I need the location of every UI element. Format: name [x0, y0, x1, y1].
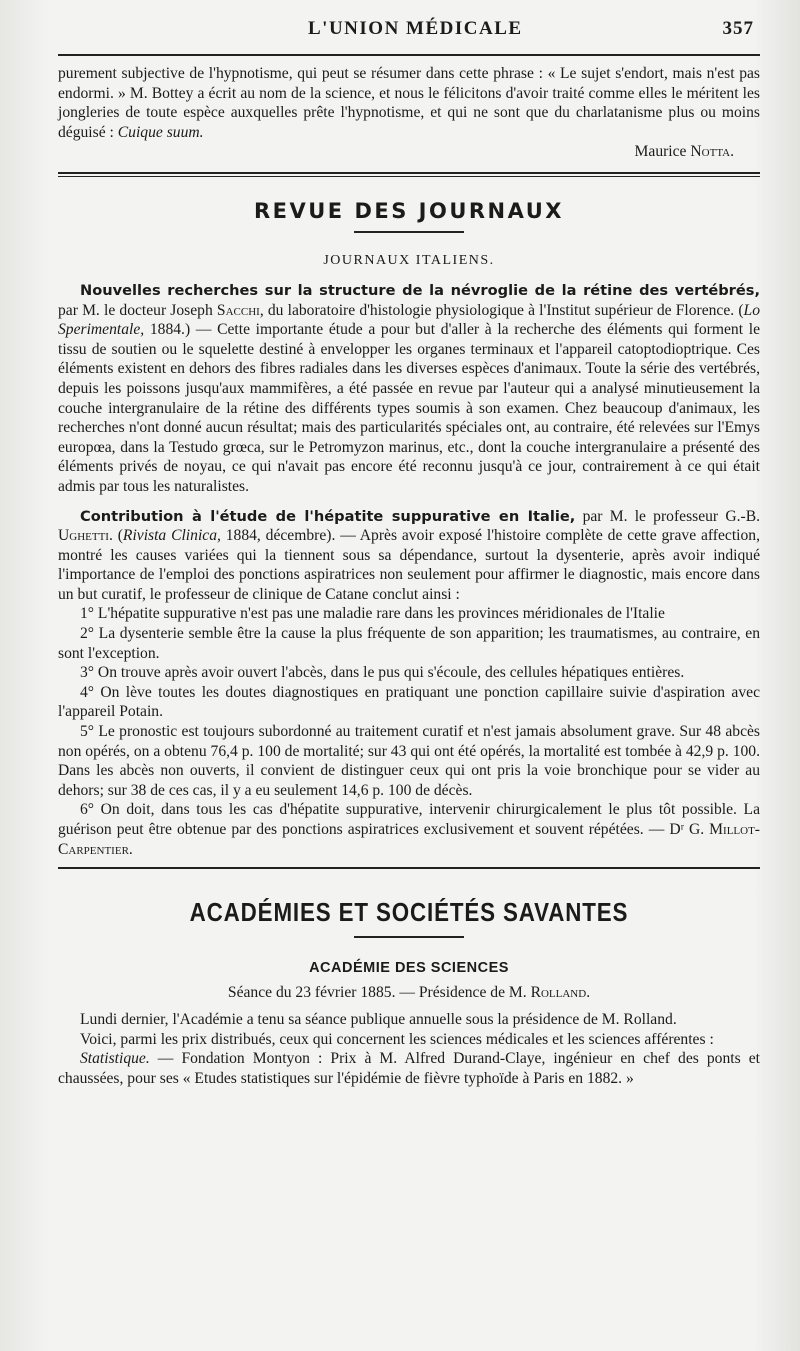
article-1-journal: Lo Sperimentale, [58, 301, 760, 339]
session-line: Séance du 23 février 1885. — Présidence de M. Rolland. [227, 984, 591, 1002]
header-rule [58, 54, 760, 56]
article-1-author: Sacchi [216, 301, 260, 319]
intro-paragraph [58, 64, 760, 142]
intro-quote: Cuique suum. [117, 123, 204, 141]
academie-paragraph: Voici, parmi les prix distribués, ceux qui concernent les sciences médicales et les sciences afférentes : [80, 1030, 714, 1048]
revue-title-rule [354, 231, 464, 233]
academies-title: ACADÉMIES ET SOCIÉTÉS SAVANTES [189, 897, 629, 928]
intro-signature: Maurice Notta. [634, 143, 734, 161]
article-2-signature: Dʳ G. Millot-Carpentier. [58, 821, 760, 858]
conclusion-item: 2° La dysenterie semble être la cause la plus fréquente de son apparition; les traumatismes, au contraire, en sont l'exception. [58, 625, 760, 662]
article-2-title: Contribution à l'étude de l'hépatite suppurative en Italie, [80, 507, 576, 525]
conclusion-item: 5° Le pronostic est toujours subordonné au traitement curatif et n'est jamais absolument grave. Sur 48 abcès non opérés, on a obtenu 76,4 p. 100 de mortalité; sur 43 qui ont été opérés, la mortalité est tombée à 42,9 p. 100. Dans les abcès non ouverts, il convient de distinguer ceux qui ont pris la voie bronchique pour se vider au dehors; sur 38 de ces cas, il y a eu seulement 14,6 p. 100 de décès. [58, 723, 760, 799]
academie-paragraph: Lundi dernier, l'Académie a tenu sa séance publique annuelle sous la présidence de M. Rolland. [80, 1011, 677, 1029]
statistique-label: Statistique. [80, 1050, 150, 1068]
intro-text: purement subjective de l'hypnotisme, qui peut se résumer dans cette phrase : « Le sujet s'endort, mais n'est pas endormi. » M. Bottey a écrit au nom de la science, et nous le félicitons d'avoir traité comme elles le méritent les jongleries de toute espèce auxquelles prête l'hypnotisme, et qui ne sont que du charlatanisme plus ou moins déguisé : [58, 65, 760, 141]
section-divider [58, 172, 760, 177]
article-1: Nouvelles recherches sur la structure de la névroglie de la rétine des vertébrés, par M. le docteur Joseph Sacchi, du laboratoire d'histologie physiologique à l'Institut supérieur de Florence. (Lo Sperimentale, 1884.) — Cette importante étude a pour but d'aller à la recherche des éléments qui forment le tissu de soutien ou le squelette destiné à envelopper les organes terminaux et l'appareil catoptodioptrique. Ces éléments existent en dehors des fibres radiales dans les diverses espèces d'animaux. Toute la série des vertébrés, depuis les poissons jusqu'aux mammifères, a été passée en revue par l'auteur qui a analysé minutieusement la couche intergranulaire de la rétine des différents types soumis à son examen. Chez beaucoup d'animaux, les recherches n'ont donné aucun résultat; mais des particularités spéciales ont, au contraire, été relevées sur l'Emys europœa, dans la Testudo grœca, sur le Petromyzon marinus, etc., dont la couche intergranulaire a présenté des éléments privés de noyau, ce qui n'avait pas encore été reconnu jusqu'à ce jour, contrairement à ce qui était admis par tous les naturalistes. [58, 281, 760, 495]
conclusion-item: 3° On trouve après avoir ouvert l'abcès, dans le pus qui s'écoule, des cellules hépatiques entières. [80, 664, 685, 682]
conclusion-item: 4° On lève toutes les doutes diagnostiques en pratiquant une ponction capillaire suivie d'aspiration avec l'appareil Potain. [58, 683, 760, 721]
intro-signature-line [58, 142, 760, 162]
conclusion-item: 1° L'hépatite suppurative n'est pas une maladie rare dans les provinces méridionales de l'Italie [80, 605, 665, 623]
article-2-author: Ughetti [58, 527, 109, 545]
academie-paragraph: Statistique. — Fondation Montyon : Prix à M. Alfred Durand-Claye, ingénieur en chef des ponts et chaussées, pour ses « Etudes statistiques sur l'épidémie de fièvre typhoïde à Paris en 1882. » [58, 1050, 760, 1087]
academies-title-rule [354, 936, 464, 938]
page-number: 357 [722, 18, 754, 39]
conclusion-item-last: 6° On doit, dans tous les cas d'hépatite suppurative, intervenir chirurgicalement le plus tôt possible. La guérison peut être obtenue par des ponctions aspiratrices exclusivement et souvent répétées. — Dʳ G. Millot-Carpentier. [58, 801, 760, 858]
article-1-title: Nouvelles recherches sur la structure de la névroglie de la rétine des vertébrés, [80, 281, 760, 299]
article-2-journal: Rivista Clinica, [122, 527, 221, 545]
journal-title: L'UNION MÉDICALE [308, 18, 523, 39]
revue-title: REVUE DES JOURNAUX [253, 198, 564, 223]
academie-sciences-subheading: ACADÉMIE DES SCIENCES [309, 960, 509, 977]
article-2: Contribution à l'étude de l'hépatite suppurative en Italie, par M. le professeur G.-B. Ughetti. (Rivista Clinica, 1884, décembre). — Après avoir exposé l'histoire complète de cette grave affection, montré les causes variées qui la tiennent sous sa dépendance, surtout la dysenterie, après avoir indiqué l'importance de l'emploi des ponctions aspiratrices non seulement pour affirmer le diagnostic, mais encore dans un but curatif, le professeur de clinique de Catane conclut ainsi : [58, 507, 760, 603]
section-divider-2 [58, 867, 760, 869]
running-head [58, 18, 760, 40]
journaux-subheading: JOURNAUX ITALIENS. [323, 252, 495, 268]
